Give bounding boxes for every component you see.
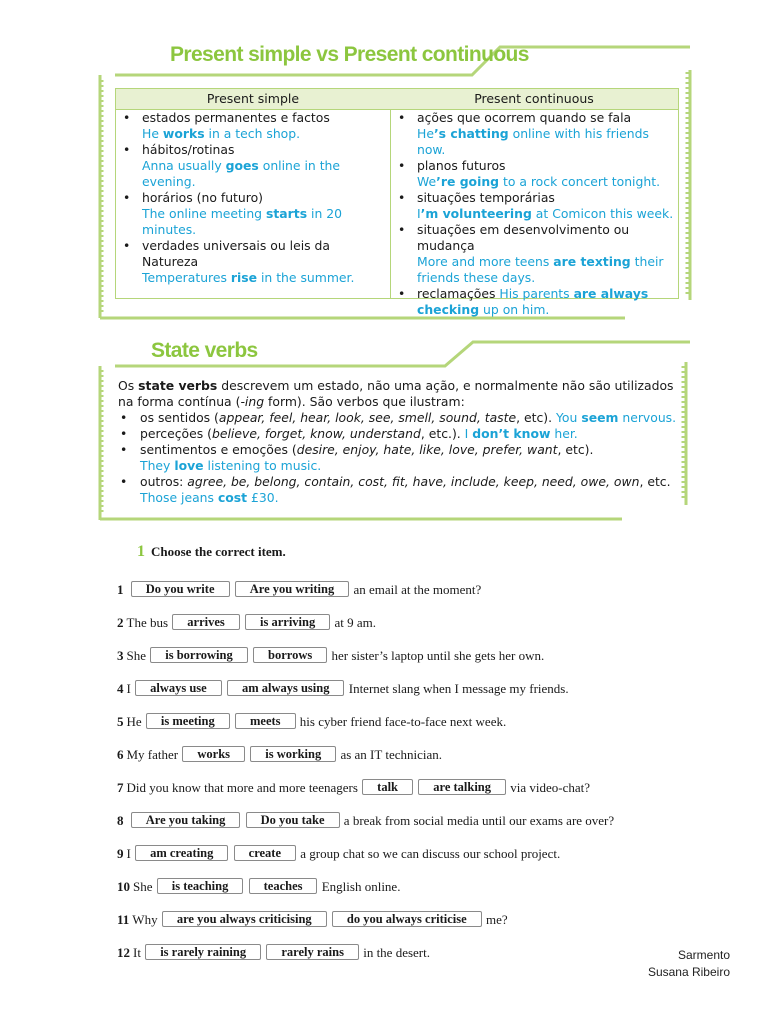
option-b-button[interactable]: borrows (253, 647, 327, 663)
usage-point: reclamações (417, 286, 496, 301)
usage-example: The online meeting starts in 20 minutes. (142, 206, 343, 237)
list-item: • outros: agree, be, belong, contain, cost, fit, have, include, keep, need, owe, own, etc. Those jeans cost £30. (120, 474, 671, 505)
exercise-item: 8 Are you taking Do you take a break from social media until our exams are over? (117, 813, 615, 828)
exercise-item: 6 My father works is working as an IT technician. (117, 747, 443, 762)
option-a-button[interactable]: Are you taking (131, 812, 241, 828)
table-header-present-simple: Present simple (116, 89, 391, 110)
option-b-button[interactable]: create (234, 845, 296, 861)
option-a-button[interactable]: is teaching (157, 878, 244, 894)
usage-point: ações que ocorrem quando se fala (417, 110, 632, 125)
bullet: • (120, 474, 128, 489)
exercise-item: 3 She is borrowing borrows her sister’s laptop until she gets her own. (117, 648, 545, 663)
table-row (120, 142, 386, 190)
usage-example: I’m volunteering at Comicon this week. (417, 206, 674, 221)
usage-example: He’s chatting online with his friends now. (417, 126, 649, 157)
option-a-button[interactable]: Do you write (131, 581, 230, 597)
option-b-button[interactable]: Are you writing (235, 581, 350, 597)
table-row (120, 238, 386, 286)
usage-example: His parents are always checking up on him. (417, 286, 649, 317)
table-row (395, 190, 677, 222)
option-a-button[interactable]: works (182, 746, 245, 762)
exercise-item: 10 She is teaching teaches English online. (117, 879, 401, 894)
bullet: • (398, 222, 406, 237)
state-verbs-intro: Os state verbs descrevem um estado, não uma ação, e normalmente não são utilizados na forma contínua (-ing form). São verbos que ilustram: (118, 378, 674, 409)
bullet: • (120, 442, 128, 457)
exercise-item: 1 Do you write Are you writing an email at the moment? (117, 582, 482, 597)
usage-point: hábitos/rotinas (142, 142, 235, 157)
table-row (395, 222, 677, 286)
option-b-button[interactable]: meets (235, 713, 296, 729)
bullet: • (123, 190, 131, 205)
table-divider (390, 109, 391, 298)
exercise-title (137, 543, 286, 561)
exercise-item: 9 I am creating create a group chat so we can discuss our school project. (117, 846, 561, 861)
bullet: • (123, 110, 131, 125)
option-b-button[interactable]: is arriving (245, 614, 330, 630)
list-item: • os sentidos (appear, feel, hear, look, see, smell, sound, taste, etc). You seem nervous. (120, 410, 677, 425)
exercise-item: 5 He is meeting meets his cyber friend face-to-face next week. (117, 714, 507, 729)
bullet: • (398, 286, 406, 301)
exercise-item: 4 I always use am always using Internet slang when I message my friends. (117, 681, 569, 696)
exercise-instruction: Choose the correct item. (151, 544, 286, 559)
bullet: • (120, 410, 128, 425)
option-b-button[interactable]: is working (250, 746, 336, 762)
usage-point: estados permanentes e factos (142, 110, 330, 125)
table-row (120, 110, 386, 142)
option-a-button[interactable]: is rarely raining (145, 944, 261, 960)
table-row (395, 286, 677, 318)
bullet: • (398, 110, 406, 125)
option-a-button[interactable]: arrives (172, 614, 239, 630)
list-item: • perceções (believe, forget, know, understand, etc.). I don’t know her. (120, 426, 578, 441)
option-a-button[interactable]: am creating (135, 845, 228, 861)
bullet: • (398, 158, 406, 173)
table-row (395, 110, 677, 158)
exercise-item: 7 Did you know that more and more teenagers talk are talking via video-chat? (117, 780, 591, 795)
bullet: • (120, 426, 128, 441)
table-header-present-continuous: Present continuous (390, 89, 678, 110)
option-b-button[interactable]: Do you take (246, 812, 340, 828)
option-a-button[interactable]: talk (362, 779, 413, 795)
usage-point: verdades universais ou leis da Natureza (142, 238, 330, 269)
author-name: Sarmento (677, 948, 730, 962)
usage-example: We’re going to a rock concert tonight. (417, 174, 661, 189)
section-title-state-verbs: State verbs (151, 339, 258, 362)
usage-example: Temperatures rise in the summer. (142, 270, 355, 285)
exercise-item: 12 It is rarely raining rarely rains in the desert. (117, 945, 430, 960)
option-b-button[interactable]: are talking (418, 779, 506, 795)
option-b-button[interactable]: am always using (227, 680, 345, 696)
option-a-button[interactable]: always use (135, 680, 222, 696)
present-simple-column (120, 110, 386, 286)
option-a-button[interactable]: is meeting (146, 713, 230, 729)
table-row (395, 158, 677, 190)
state-verbs-text (118, 378, 678, 506)
exercise-item: 2 The bus arrives is arriving at 9 am. (117, 615, 376, 630)
exercise-number: 1 (137, 543, 145, 560)
section-title-present: Present simple vs Present continuous (170, 43, 529, 66)
usage-example: He works in a tech shop. (142, 126, 301, 141)
option-b-button[interactable]: rarely rains (266, 944, 359, 960)
exercise-item: 11 Why are you always criticising do you always criticise me? (117, 912, 508, 927)
usage-point: planos futuros (417, 158, 506, 173)
table-row (120, 190, 386, 238)
usage-example: More and more teens are texting their friends these days. (417, 254, 664, 285)
option-b-button[interactable]: do you always criticise (332, 911, 482, 927)
bullet: • (123, 238, 131, 253)
usage-example: Anna usually goes online in the evening. (142, 158, 341, 189)
list-item: • sentimentos e emoções (desire, enjoy, hate, like, love, prefer, want, etc). They love listening to music. (120, 442, 594, 473)
grammar-table (115, 88, 679, 317)
present-continuous-column (395, 110, 677, 318)
usage-point: situações temporárias (417, 190, 555, 205)
author-name: Susana Ribeiro (647, 965, 730, 979)
bullet: • (398, 190, 406, 205)
option-b-button[interactable]: teaches (249, 878, 318, 894)
option-a-button[interactable]: are you always criticising (162, 911, 327, 927)
usage-point: situações em desenvolvimento ou mudança (417, 222, 630, 253)
bullet: • (123, 142, 131, 157)
usage-point: horários (no futuro) (142, 190, 264, 205)
option-a-button[interactable]: is borrowing (150, 647, 248, 663)
